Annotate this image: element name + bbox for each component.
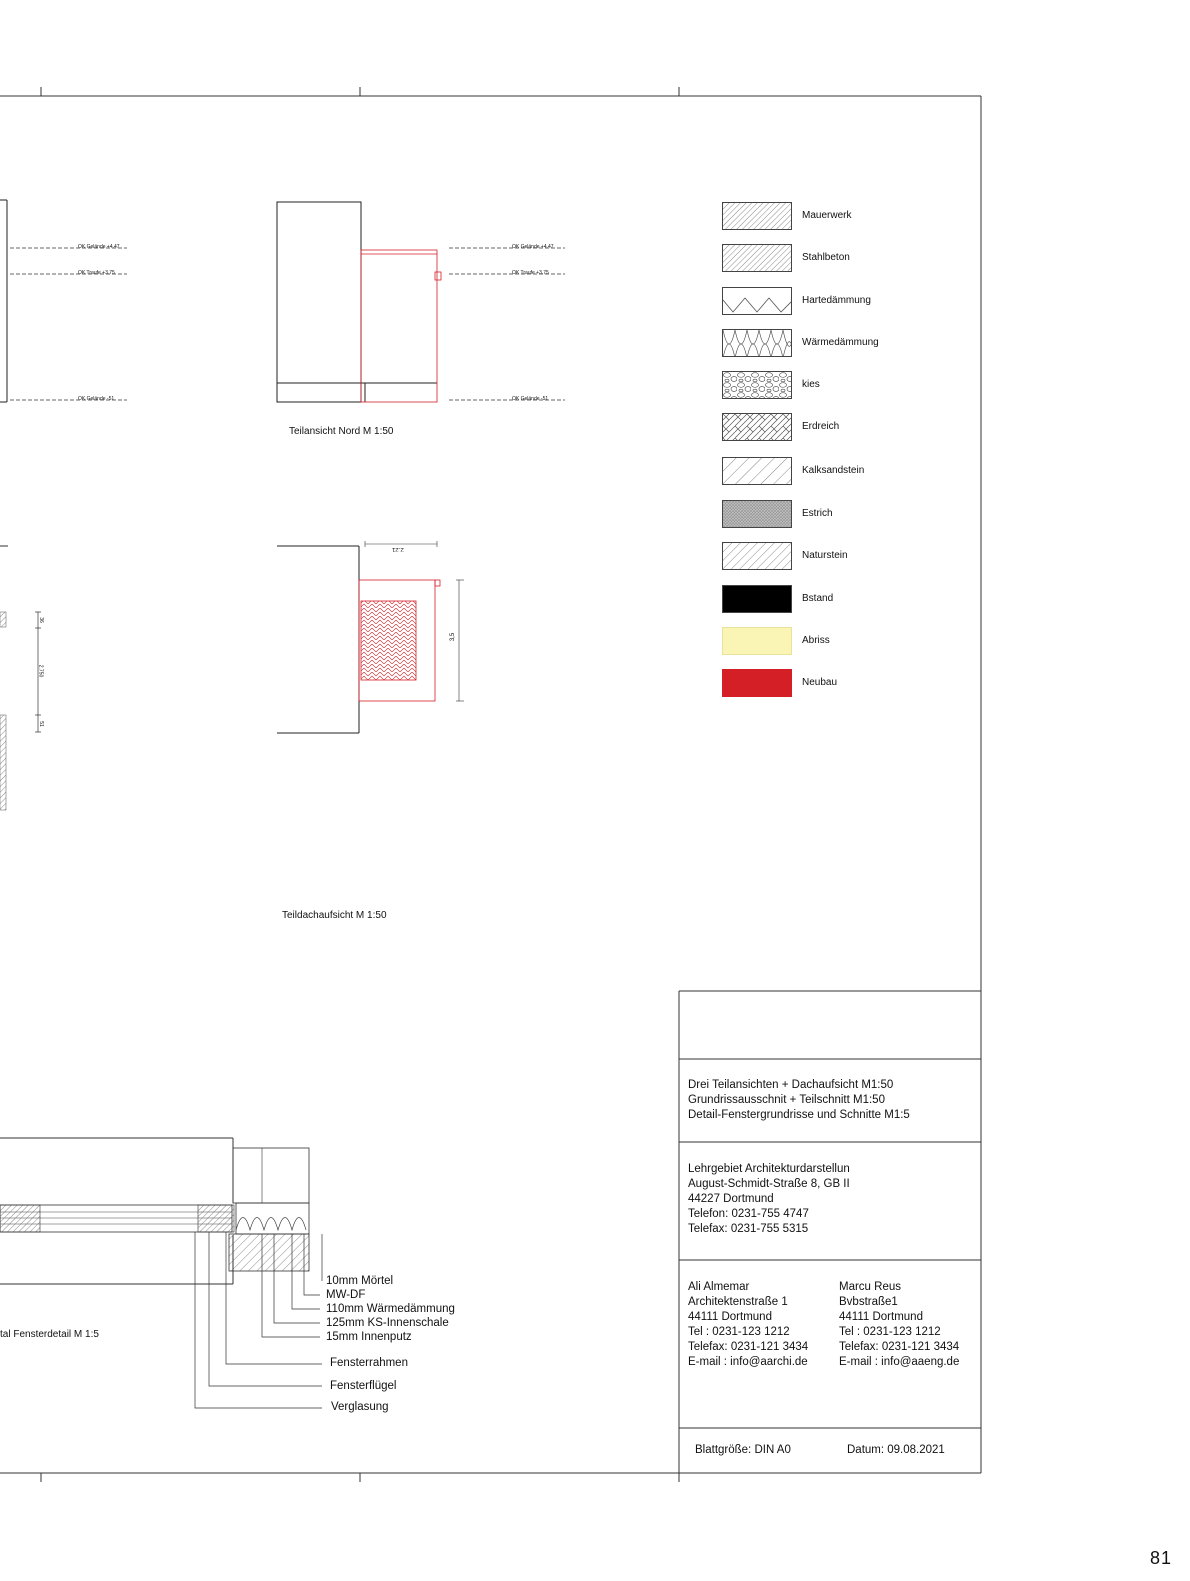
left-partial-roof (0, 546, 44, 810)
legend-swatch-kies (722, 371, 792, 399)
left-partial-elevation (0, 200, 127, 402)
legend-swatch-erdreich (722, 413, 792, 441)
title-block-institution: Lehrgebiet Architekturdarstellun August-Schmidt-Straße 8, GB II 44227 Dortmund Telefon: 0231-755 4747 Telefax: 0231-755 5315 (688, 1163, 850, 1235)
callout-moertel: 10mm Mörtel (326, 1275, 394, 1287)
level-label-left-traufe: OK Traufe +3.75 (78, 270, 115, 276)
legend-swatch-mauerwerk (722, 202, 792, 230)
title-block-content: Drei Teilansichten + Dachaufsicht M1:50 Grundrissausschnit + Teilschnitt M1:50 Detail-Fenstergrundrisse und Schnitte M1:5 (688, 1079, 910, 1121)
legend-label: Bstand (802, 593, 834, 604)
title-block-author-2: Marcu Reus Bvbstraße1 44111 Dortmund Tel : 0231-123 1212 Telefax: 0231-121 3434 E-mail : info@aaeng.de (839, 1281, 960, 1368)
legend-swatch-bstand (722, 585, 792, 613)
legend-item-estrich (722, 500, 982, 530)
legend-label: Naturstein (802, 550, 848, 561)
dimension-2750: 2.750 (37, 664, 44, 678)
level-label-left-top: OK Gelände +4.47 (78, 244, 120, 250)
legend-item-kalksandstein (722, 457, 982, 487)
level-label-left-bottom: OK Gelände -51 (78, 396, 115, 402)
legend-swatch-stahlbeton (722, 244, 792, 272)
legend-swatch-hartedaemmung (722, 287, 792, 315)
legend-label: Estrich (802, 508, 833, 519)
legend-item-abriss (722, 627, 982, 657)
legend-label: Stahlbeton (802, 252, 850, 263)
title-block-date: Datum: 09.08.2021 (847, 1444, 945, 1456)
legend-label: Hartedämmung (802, 295, 871, 306)
legend-swatch-kalksandstein (722, 457, 792, 485)
view-title-dach: Teildachaufsicht M 1:50 (282, 910, 387, 921)
roof-plan (277, 541, 464, 733)
title-block-sheet-size: Blattgröße: DIN A0 (695, 1444, 791, 1456)
legend-label: kies (802, 379, 820, 390)
legend-item-erdreich (722, 413, 982, 443)
legend-item-kies (722, 371, 982, 401)
legend-label: Kalksandstein (802, 465, 865, 476)
legend-item-bstand (722, 585, 982, 615)
legend-item-hartedaemmung (722, 287, 982, 317)
legend-item-stahlbeton (722, 244, 982, 274)
page-number: 81 (1149, 1548, 1172, 1568)
legend-item-waermedaemmung (722, 329, 982, 359)
view-title-detail: tal Fensterdetail M 1:5 (0, 1329, 99, 1340)
legend-label: Mauerwerk (802, 210, 852, 221)
legend-label: Neubau (802, 677, 838, 688)
legend-label: Erdreich (802, 421, 840, 432)
legend-swatch-neubau (722, 669, 792, 697)
view-title-nord: Teilansicht Nord M 1:50 (289, 426, 394, 437)
callout-mw-df: MW-DF (326, 1289, 366, 1301)
title-block-author-1: Ali Almemar Architektenstraße 1 44111 Dortmund Tel : 0231-123 1212 Telefax: 0231-121 3434 E-mail : info@aarchi.de (688, 1281, 809, 1368)
legend-item-neubau (722, 669, 982, 699)
level-label-top: OK Gelände +4.47 (512, 244, 554, 250)
level-label-traufe: OK Traufe +3.75 (512, 270, 549, 276)
window-detail-drawing (0, 1138, 322, 1408)
legend-swatch-naturstein (722, 542, 792, 570)
dimension-51: 51 (37, 721, 44, 727)
nord-elevation (277, 202, 565, 402)
callout-ks-innenschale: 125mm KS-Innenschale (326, 1317, 449, 1329)
dimension-35: 3,5 (450, 632, 457, 642)
legend-swatch-estrich (722, 500, 792, 528)
dimension-36: 36 (37, 617, 44, 623)
legend-swatch-waermedaemmung (722, 329, 792, 357)
callout-innenputz: 15mm Innenputz (326, 1331, 412, 1343)
legend-swatch-abriss (722, 627, 792, 655)
legend-label: Abriss (802, 635, 830, 646)
legend-item-naturstein (722, 542, 982, 572)
level-label-bottom: OK Gelände -51 (512, 396, 549, 402)
callout-verglasung: Verglasung (331, 1401, 389, 1413)
callout-waermedaemmung: 110mm Wärmedämmung (326, 1303, 455, 1315)
callout-fensterfluegel: Fensterflügel (330, 1380, 397, 1392)
dimension-221: 2.21 (392, 546, 404, 552)
callout-fensterrahmen: Fensterrahmen (330, 1357, 408, 1369)
legend-label: Wärmedämmung (802, 337, 879, 348)
legend-item-mauerwerk (722, 202, 982, 232)
